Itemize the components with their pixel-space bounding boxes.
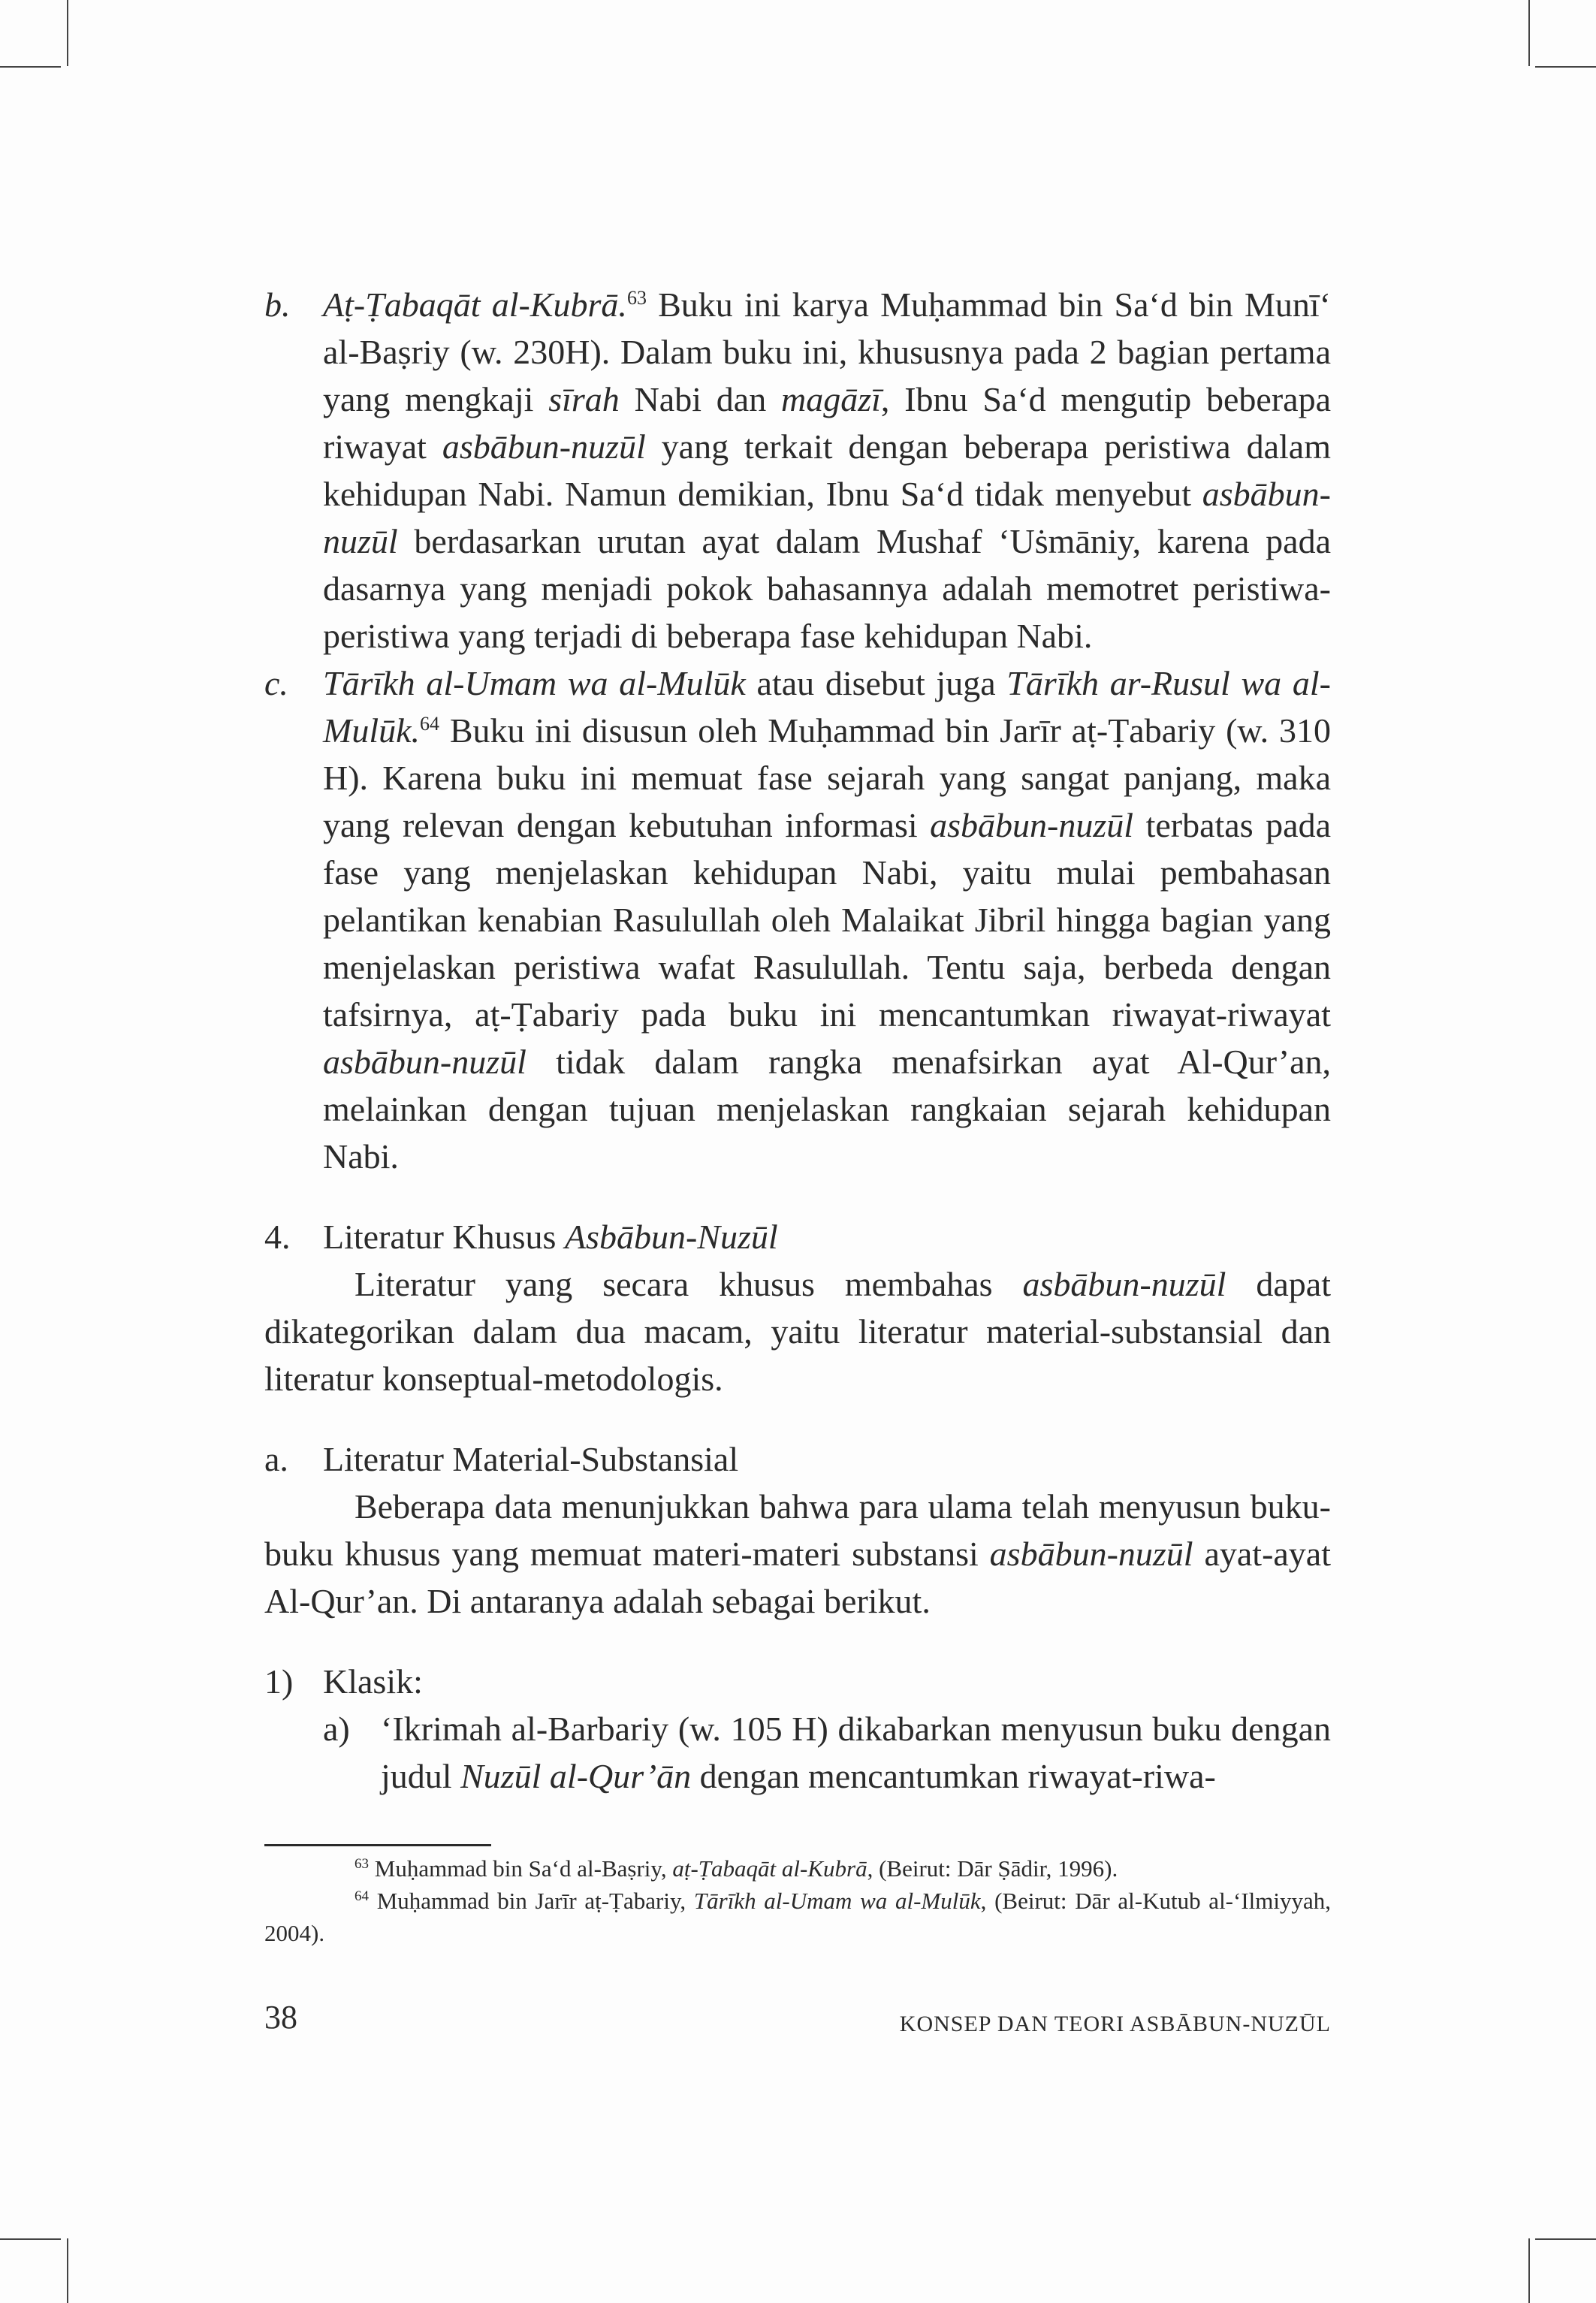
- text-run: terbatas pada fase yang menjelaskan kehidupan Nabi, yaitu mulai pembahasan pelantikan kenabian Rasulullah oleh Malaikat Jibril hingga bagian yang menjelaskan peristiwa wafat Rasulullah. Tentu saja, berbeda dengan tafsirnya, aṭ-Ṭabariy pada buku ini mencantumkan riwayat-riwayat: [323, 806, 1331, 1034]
- italic-text: asbābun-nuzūl: [989, 1535, 1193, 1573]
- italic-text: asbābun-nuzūl: [323, 1043, 526, 1081]
- subsection-heading: [264, 1435, 1331, 1483]
- footnote-63: [264, 1852, 1331, 1885]
- list-label: b.: [264, 285, 291, 324]
- text-run: Buku ini karya Muḥammad bin Saʻd bin Munīʻ al-Baṣriy (w. 230H). Dalam buku ini, khususnya pada 2 bagian pertama yang mengkaji: [323, 285, 1331, 418]
- text-run: tidak dalam rangka menafsirkan ayat Al-Qur’an, melainkan dengan tujuan menjelaskan rangkaian sejarah kehidupan Nabi.: [323, 1043, 1331, 1176]
- section-heading: [264, 1213, 1331, 1260]
- list-label: c.: [264, 664, 288, 702]
- crop-mark: [1528, 0, 1530, 66]
- crop-mark: [1528, 2238, 1530, 2303]
- text-run: Literatur Khusus: [323, 1218, 565, 1256]
- footnote-divider: [264, 1844, 491, 1846]
- italic-text: asbābun-nuzūl: [930, 806, 1134, 844]
- crop-mark: [67, 0, 68, 66]
- text-run: berdasarkan urutan ayat dalam Mushaf ʻUṡmāniy, karena pada dasarnya yang menjadi pokok bahasannya adalah memotret peristiwa-peristiwa yang terjadi di beberapa fase kehidupan Nabi.: [323, 522, 1331, 655]
- paragraph: [264, 1260, 1331, 1402]
- numbered-label: 1): [264, 1662, 294, 1701]
- footnote-ref: 64: [420, 713, 440, 735]
- text-run: Beberapa data menunjukkan bahwa para ulama telah menyusun buku-buku khusus yang memuat materi-materi substansi: [264, 1487, 1331, 1573]
- footnote-64: [264, 1885, 1331, 1949]
- footnote-ref: 63: [354, 1856, 369, 1872]
- text-run: ʻIkrimah al-Barbariy (w. 105 H) dikabarkan menyusun buku dengan judul: [381, 1710, 1331, 1795]
- italic-text: aṭ-Ṭabaqāt al-Kubrā: [672, 1855, 867, 1882]
- page-number: 38: [264, 1999, 297, 2036]
- crop-mark: [0, 66, 61, 68]
- running-title: KONSEP DAN TEORI ASBĀBUN-NUZŪL: [899, 2012, 1331, 2036]
- italic-text: Tārīkh al-Umam wa al-Mulūk: [693, 1888, 981, 1914]
- text-run: Literatur yang secara khusus membahas: [354, 1265, 1023, 1303]
- text-run: , Ibnu Saʻd mengutip beberapa riwayat: [323, 380, 1331, 466]
- footnote-ref: 64: [354, 1888, 369, 1904]
- text-run: Nabi dan: [619, 380, 782, 418]
- italic-text: Aṭ-Ṭabaqāt al-Kubrā.: [323, 285, 627, 324]
- text-run: Muḥammad bin Jarīr aṭ-Ṭabariy,: [369, 1888, 694, 1914]
- crop-mark: [1535, 2238, 1596, 2240]
- italic-text: magāzī: [781, 380, 881, 418]
- text-run: ayat-ayat Al-Qur’an. Di antaranya adalah sebagai berikut.: [264, 1535, 1332, 1620]
- crop-mark: [0, 2238, 61, 2240]
- footnote-ref: 63: [626, 287, 647, 309]
- section-title: [323, 1218, 778, 1256]
- text-run: dapat dikategorikan dalam dua macam, yaitu literatur material-substansial dan literatur konseptual-metodologis.: [264, 1265, 1331, 1398]
- subsection-label: a.: [264, 1440, 288, 1478]
- sub-list-text: [381, 1705, 1331, 1800]
- text-run: yang terkait dengan beberapa peristiwa dalam kehidupan Nabi. Namun demikian, Ibnu Saʻd tidak menyebut: [323, 427, 1331, 513]
- footnotes: [264, 1852, 1331, 1949]
- page-body: [264, 281, 1331, 1800]
- italic-text: sīrah: [548, 380, 620, 418]
- text-run: dengan mencantumkan riwayat-riwa-: [691, 1757, 1216, 1795]
- italic-text: asbābun-nuzūl: [1022, 1265, 1226, 1303]
- text-run: Muḥammad bin Saʻd al-Baṣriy,: [369, 1855, 673, 1882]
- list-item-b: [264, 281, 1331, 660]
- italic-text: Nuzūl al-Qur’ān: [460, 1757, 692, 1795]
- crop-mark: [67, 2238, 68, 2303]
- text-run: Buku ini disusun oleh Muḥammad bin Jarīr aṭ-Ṭabariy (w. 310 H). Karena buku ini memuat fase sejarah yang sangat panjang, maka yang relevan dengan kebutuhan informasi: [323, 711, 1331, 844]
- italic-text: Asbābun-Nuzūl: [564, 1218, 778, 1256]
- italic-text: Tārīkh ar-Rusul wa al-Mulūk.: [323, 664, 1331, 750]
- italic-text: asbābun-nuzūl: [442, 427, 646, 466]
- text-run: , (Beirut: Dār Ṣādir, 1996).: [867, 1855, 1118, 1882]
- text-run: atau disebut juga: [745, 664, 1007, 702]
- numbered-item: [264, 1658, 1331, 1705]
- italic-text: Tārīkh al-Umam wa al-Mulūk: [323, 664, 746, 702]
- italic-text: asbābun-nuzūl: [323, 475, 1331, 560]
- subsection-title: Literatur Material-Substansial: [323, 1440, 739, 1478]
- text-run: , (Beirut: Dār al-Kutub al-ʻIlmiyyah, 2004).: [264, 1888, 1331, 1946]
- list-item-text: [323, 660, 1331, 1180]
- list-item-text: [323, 281, 1331, 660]
- crop-mark: [1535, 66, 1596, 68]
- sub-list-item: [264, 1705, 1331, 1800]
- numbered-text: Klasik:: [323, 1662, 423, 1701]
- list-item-c: [264, 660, 1331, 1180]
- sub-list-label: a): [323, 1710, 350, 1748]
- paragraph: [264, 1483, 1331, 1625]
- section-number: 4.: [264, 1218, 291, 1256]
